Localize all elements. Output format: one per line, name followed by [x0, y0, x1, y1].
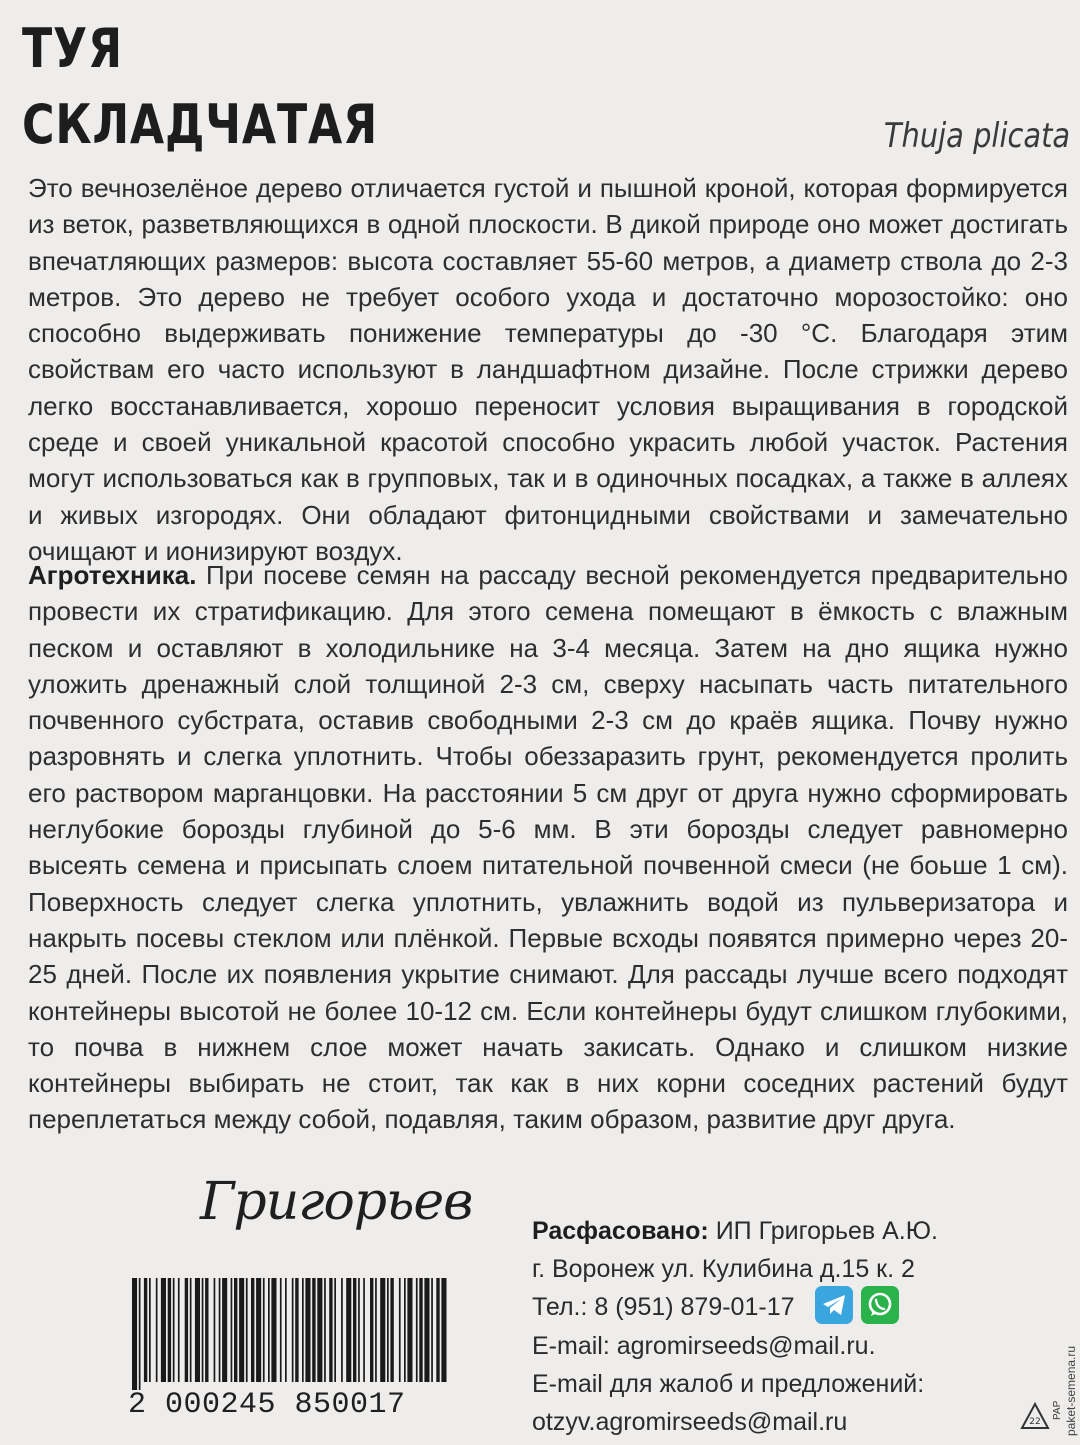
packed-row	[532, 1212, 938, 1250]
side-site-text: paket-semena.ru	[1064, 1345, 1078, 1436]
latin-name: Thuja plicata	[883, 116, 1070, 156]
title-line-1: ТУЯ	[22, 17, 123, 80]
contacts-block	[532, 1212, 938, 1441]
recycle-material: PAP	[1052, 1400, 1063, 1420]
complaints-email: otzyv.agromirseeds@mail.ru	[532, 1408, 848, 1437]
telegram-icon[interactable]	[815, 1286, 853, 1324]
packed-label: Расфасовано:	[532, 1217, 709, 1245]
phone: Тел.: 8 (951) 879-01-17	[532, 1293, 795, 1321]
email: E-mail: agromirseeds@mail.ru.	[532, 1332, 876, 1361]
barcode-bars	[128, 1278, 448, 1390]
packer-name: ИП Григорьев А.Ю.	[708, 1217, 938, 1245]
recycle-code: 22	[1029, 1417, 1041, 1427]
address: г. Воронеж ул. Кулибина д.15 к. 2	[532, 1255, 915, 1283]
barcode-digits: 2 000245 850017	[128, 1388, 406, 1422]
whatsapp-icon[interactable]	[861, 1286, 899, 1324]
description-paragraph: Это вечнозелёное дерево отличается густой и пышной кроной, которая формируется из веток, разветвляющихся в одной плоскости. В дикой природе оно может достигать впечатляющих размеров: высота составляет 55-60 метров, а диаметр ствола до 2-3 метров. Это дерево не требует особого ухода и достаточно морозостойко: оно способно выдерживать понижение температуры до -30 °С. Благодаря этим свойствам его часто используют в ландшафтном дизайне. После стрижки дерево легко восстанавливается, хорошо переносит условия выращивания в городской среде и своей уникальной красотой способно украсить любой участок. Растения могут использоваться как в групповых, так и в одиночных посадках, а также в аллеях и живых изгородях. Они обладают фитонцидными свойствами и замечательно очищают и ионизируют воздух.	[28, 173, 1068, 566]
recycle-icon	[1020, 1402, 1050, 1445]
brand-logo: Григорьев	[200, 1172, 473, 1232]
agrotech-paragraph	[28, 557, 1068, 1138]
title-line-2: СКЛАДЧАТАЯ	[22, 93, 379, 156]
agrotech-lead: Агротехника.	[28, 560, 197, 590]
complaints-label: E-mail для жалоб и предложений:	[532, 1370, 925, 1399]
phone-row	[532, 1288, 938, 1327]
agrotech-text: При посеве семян на рассаду весной рекомендуется предварительно провести их стратификацию. Для этого семена помещают в ёмкость с влажным песком и оставляют в холодильнике на 3-4 месяца. Затем на дно ящика нужно уложить дренажный слой толщиной 2-3 см, сверху насыпать часть питательного почвенного субстрата, оставив свободными 2-3 см до краёв ящика. Почву нужно разровнять и слегка уплотнить. Чтобы обеззаразить грунт, рекомендуется пролить его раствором марганцовки. На расстоянии 5 см друг от друга нужно сформировать неглубокие борозды глубиной до 5-6 мм. В эти борозды следует равномерно высеять семена и присыпать слоем питательной почвенной смеси (не боьше 1 см). Поверхность следует слегка уплотнить, увлажнить водой из пульверизатора и накрыть посевы стеклом или плёнкой. Первые всходы появятся примерно через 20-25 дней. После их появления укрытие снимают. Для рассады лучше всего подходят контейнеры высотой не более 10-12 см. Если контейнеры будут слишком глубокими, то почва в нижнем слое может начать закисать. Однако и слишком низкие контейнеры выбирать не стоит, так как в них корни соседних растений будут переплетаться между собой, подавляя, таким образом, развитие друг друга.	[28, 560, 1068, 1135]
